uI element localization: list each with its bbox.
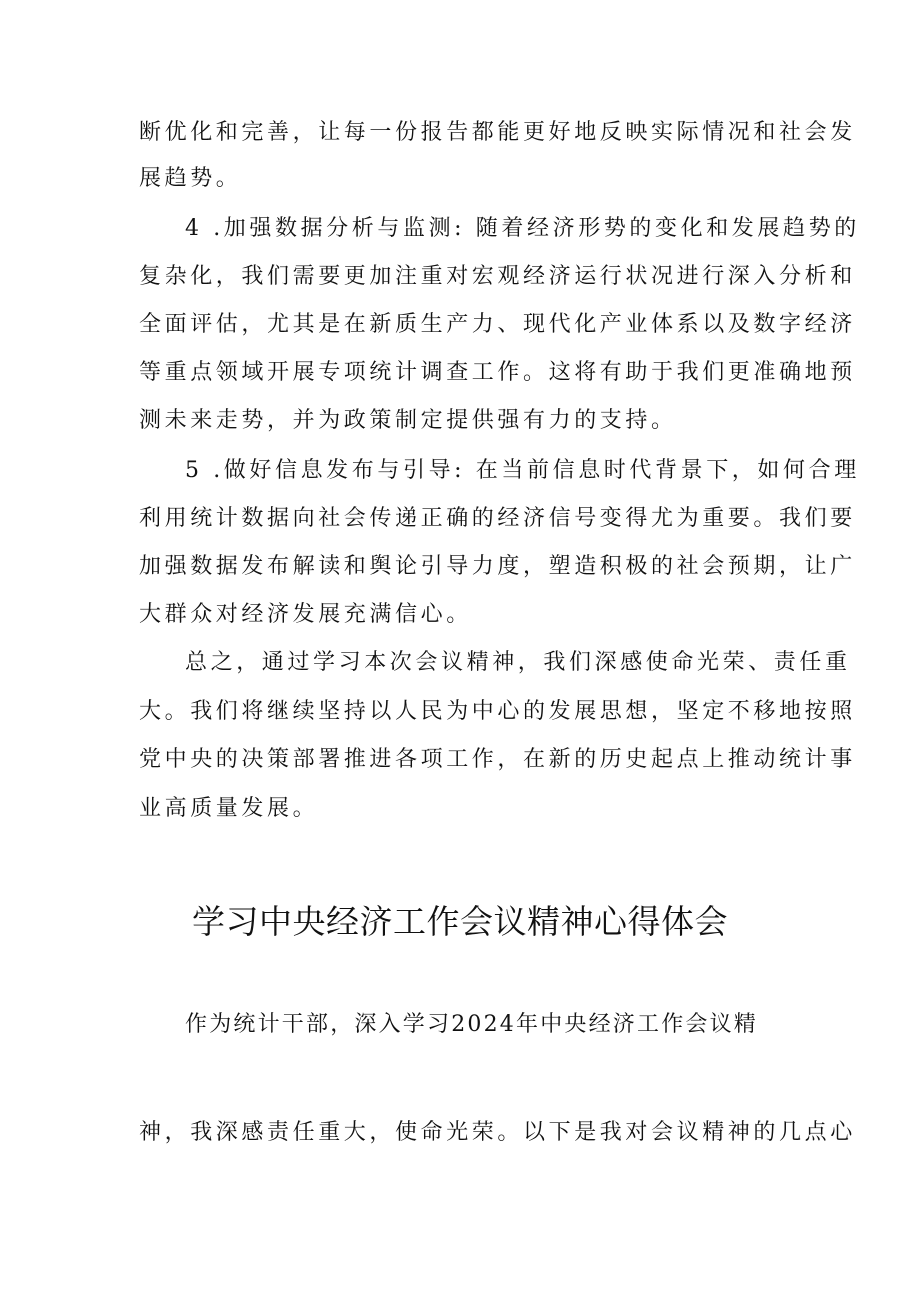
text-line: 神，我深感责任重大，使命光荣。以下是我对会议精神的几点心 <box>139 1120 856 1145</box>
text-line: 复杂化，我们需要更加注重对宏观经济运行状况进行深入分析和 <box>139 264 856 289</box>
text-line: 大群众对经济发展充满信心。 <box>139 602 472 627</box>
text-line: 大。我们将继续坚持以人民为中心的发展思想，坚定不移地按照 <box>139 699 856 724</box>
text-line: 等重点领域开展专项统计调查工作。这将有助于我们更准确地预 <box>139 360 856 385</box>
conclusion-line: 总之，通过学习本次会议精神，我们深感使命光荣、责任重 <box>185 650 851 675</box>
text-line: 断优化和完善，让每一份报告都能更好地反映实际情况和社会发 <box>139 120 856 145</box>
list-item-4-line: 4 .加强数据分析与监测: 随着经济形势的变化和发展趋势的 <box>185 216 860 241</box>
text-line: 测未来走势，并为政策制定提供强有力的支持。 <box>139 408 677 433</box>
text-line: 业高质量发展。 <box>139 796 319 821</box>
text-line: 利用统计数据向社会传递正确的经济信号变得尤为重要。我们要 <box>139 506 856 531</box>
list-item-5-line: 5 .做好信息发布与引导: 在当前信息时代背景下，如何合理 <box>185 458 860 483</box>
text-line: 作为统计干部，深入学习2024年中央经济工作会议精 <box>185 1012 758 1037</box>
text-line: 加强数据发布解读和舆论引导力度，塑造积极的社会预期，让广 <box>139 554 856 579</box>
article-title: 学习中央经济工作会议精神心得体会 <box>192 902 728 941</box>
text-line: 展趋势。 <box>139 166 242 191</box>
text-line: 党中央的决策部署推进各项工作，在新的历史起点上推动统计事 <box>139 747 856 772</box>
text-line: 全面评估，尤其是在新质生产力、现代化产业体系以及数字经济 <box>139 312 856 337</box>
